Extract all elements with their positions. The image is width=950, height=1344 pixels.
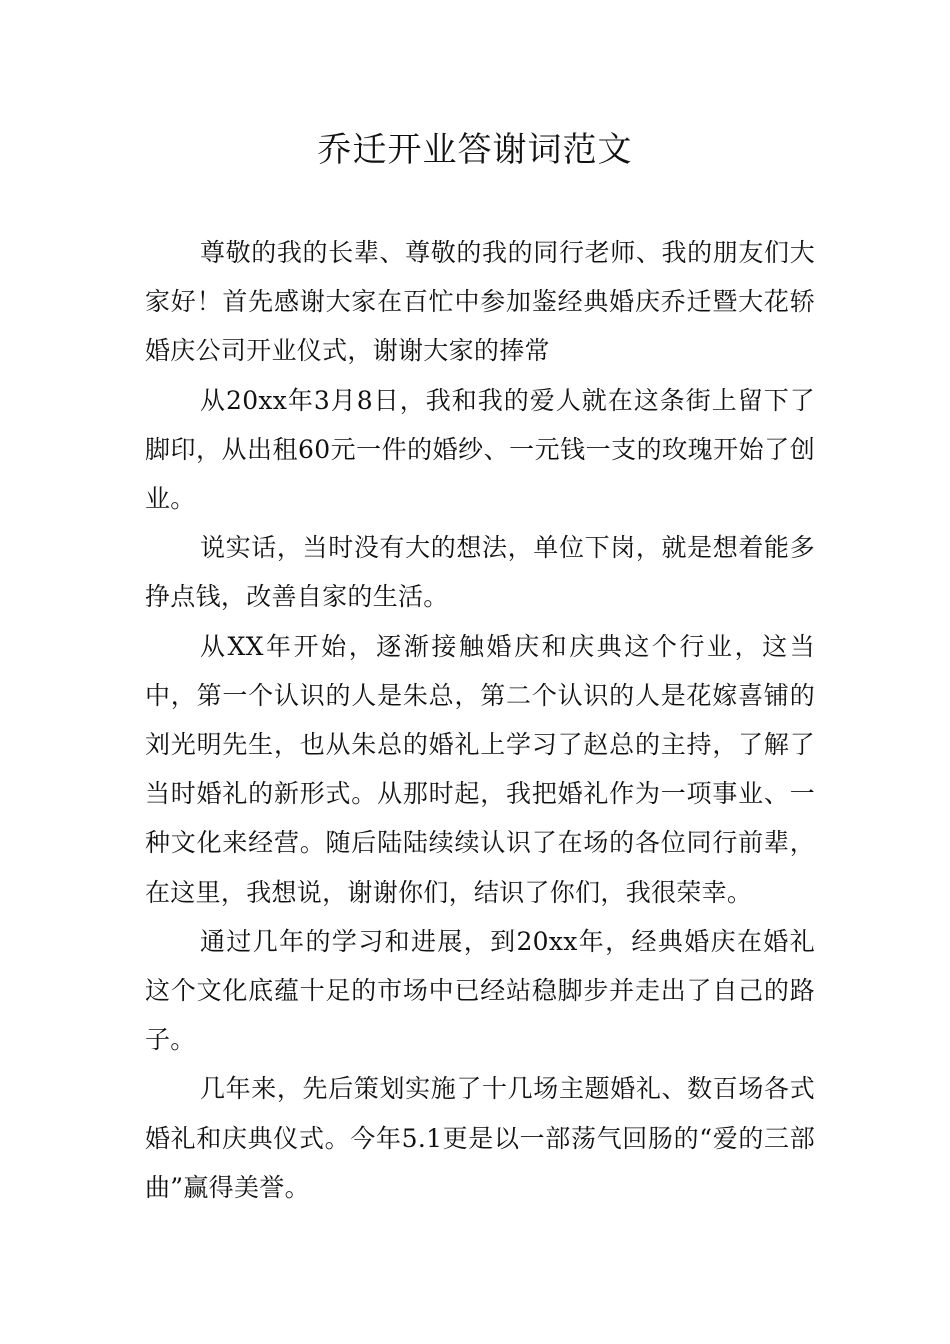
paragraph-motivation: 说实话，当时没有大的想法，单位下岗，就是想着能多挣点钱，改善自家的生活。 bbox=[145, 533, 815, 612]
paragraph-industry: 从XX年开始，逐渐接触婚庆和庆典这个行业，这当中，第一个认识的人是朱总，第二个认识的人是花嫁喜铺的刘光明先生，也从朱总的婚礼上学习了赵总的主持，了解了当时婚礼的新形式。从那时起，我把婚礼作为一项事业、一种文化来经营。随后陆陆续续认识了在场的各位同行前辈，在这里，我想说，谢谢你们，结识了你们，我很荣幸。 bbox=[145, 631, 815, 907]
paragraph-progress: 通过几年的学习和进展，到20xx年，经典婚庆在婚礼这个文化底蕴十足的市场中已经站稳脚步并走出了自己的路子。 bbox=[145, 926, 815, 1055]
paragraph-achievements: 几年来，先后策划实施了十几场主题婚礼、数百场各式婚礼和庆典仪式。今年5.1更是以一部荡气回肠的“爱的三部曲”赢得美誉。 bbox=[145, 1074, 815, 1202]
paragraph-greeting: 尊敬的我的长辈、尊敬的我的同行老师、我的朋友们大家好！首先感谢大家在百忙中参加鉴经典婚庆乔迁暨大花轿婚庆公司开业仪式，谢谢大家的捧常 bbox=[145, 238, 815, 366]
document-body bbox=[145, 228, 815, 1212]
document-title: 乔迁开业答谢词范文 bbox=[317, 130, 633, 170]
paragraph-origin: 从20xx年3月8日，我和我的爱人就在这条街上留下了脚印，从出租60元一件的婚纱、一元钱一支的玫瑰开始了创业。 bbox=[145, 385, 815, 514]
